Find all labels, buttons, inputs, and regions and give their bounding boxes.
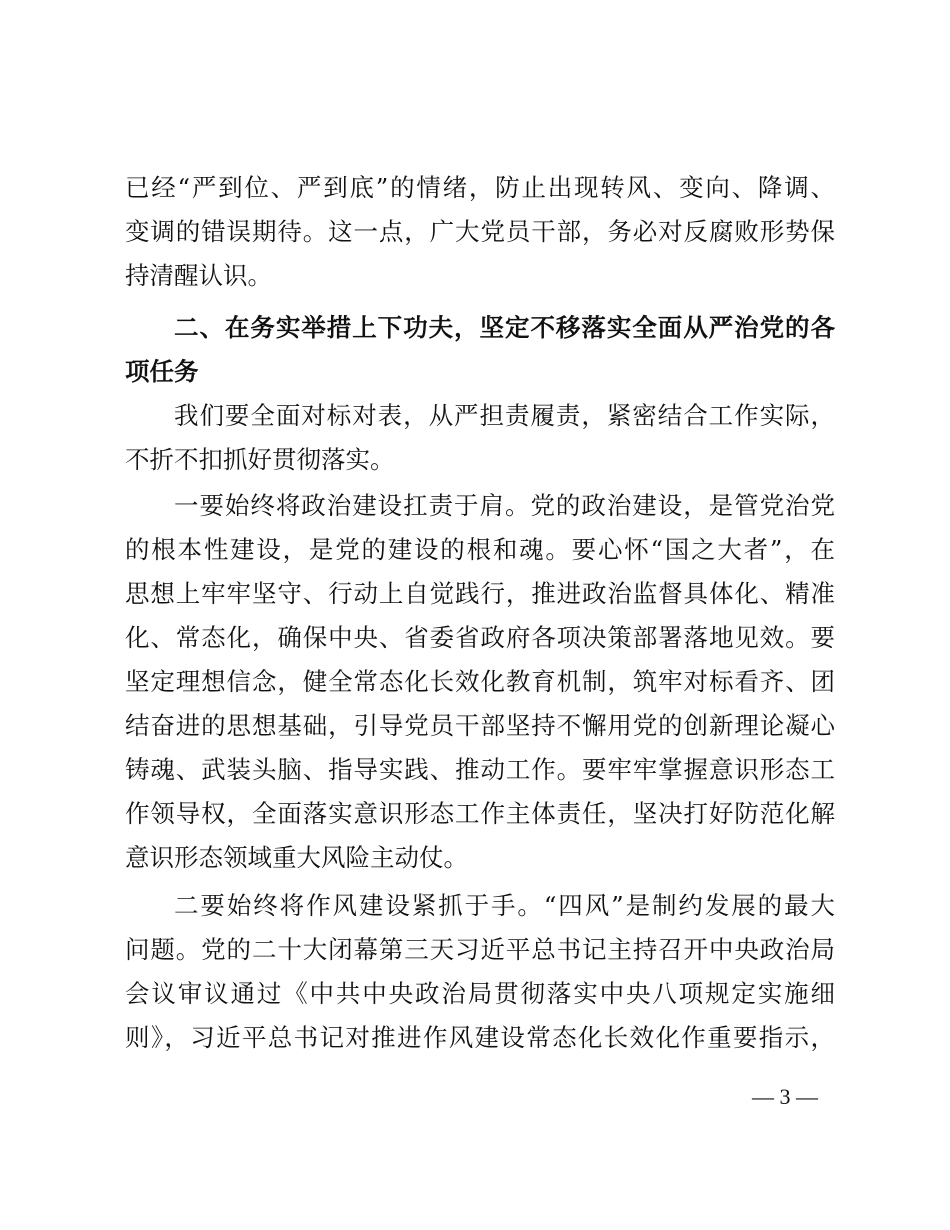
paragraph-4-line-6: 结奋进的思想基础，引导党员干部坚持不懈用党的创新理论凝心 [125,711,835,740]
paragraph-5-line-1: 二要始终将作风建设紧抓于手。“四风”是制约发展的最大 [174,891,835,920]
section-heading-line-1: 二、在务实举措上下功夫，坚定不移落实全面从严治党的各 [174,313,835,342]
paragraph-5-line-4: 则》，习近平总书记对推进作风建设常态化长效化作重要指示， [125,1023,835,1052]
paragraph-4-line-8: 作领导权，全面落实意识形态工作主体责任，坚决打好防范化解 [125,799,835,828]
paragraph-1-line-2: 变调的错误期待。这一点，广大党员干部，务必对反腐败形势保 [125,217,835,246]
section-heading-line-2: 项任务 [125,357,199,386]
paragraph-1-line-3: 持清醒认识。 [125,261,272,290]
paragraph-4-line-9: 意识形态领域重大风险主动仗。 [125,843,468,872]
paragraph-3-line-2: 不折不扣抓好贯彻落实。 [125,445,395,474]
paragraph-4-line-7: 铸魂、武装头脑、指导实践、推动工作。要牢牢掌握意识形态工 [125,755,835,784]
paragraph-5-line-3: 会议审议通过《中共中央政治局贯彻落实中央八项规定实施细 [125,979,835,1008]
paragraph-4-line-4: 化、常态化，确保中央、省委省政府各项决策部署落地见效。要 [125,623,835,652]
paragraph-1-line-1: 已经“严到位、严到底”的情绪，防止出现转风、变向、降调、 [125,173,835,202]
paragraph-4-line-2: 的根本性建设，是党的建设的根和魂。要心怀“国之大者”，在 [125,535,835,564]
paragraph-4-line-5: 坚定理想信念，健全常态化长效化教育机制，筑牢对标看齐、团 [125,667,835,696]
paragraph-5-line-2: 问题。党的二十大闭幕第三天习近平总书记主持召开中央政治局 [125,935,835,964]
page-number: — 3 — [752,1084,818,1109]
paragraph-4-line-3: 思想上牢牢坚守、行动上自觉践行，推进政治监督具体化、精准 [125,579,835,608]
paragraph-3-line-1: 我们要全面对标对表，从严担责履责，紧密结合工作实际， [174,401,835,430]
paragraph-4-line-1: 一要始终将政治建设扛责于肩。党的政治建设，是管党治党 [174,491,835,520]
